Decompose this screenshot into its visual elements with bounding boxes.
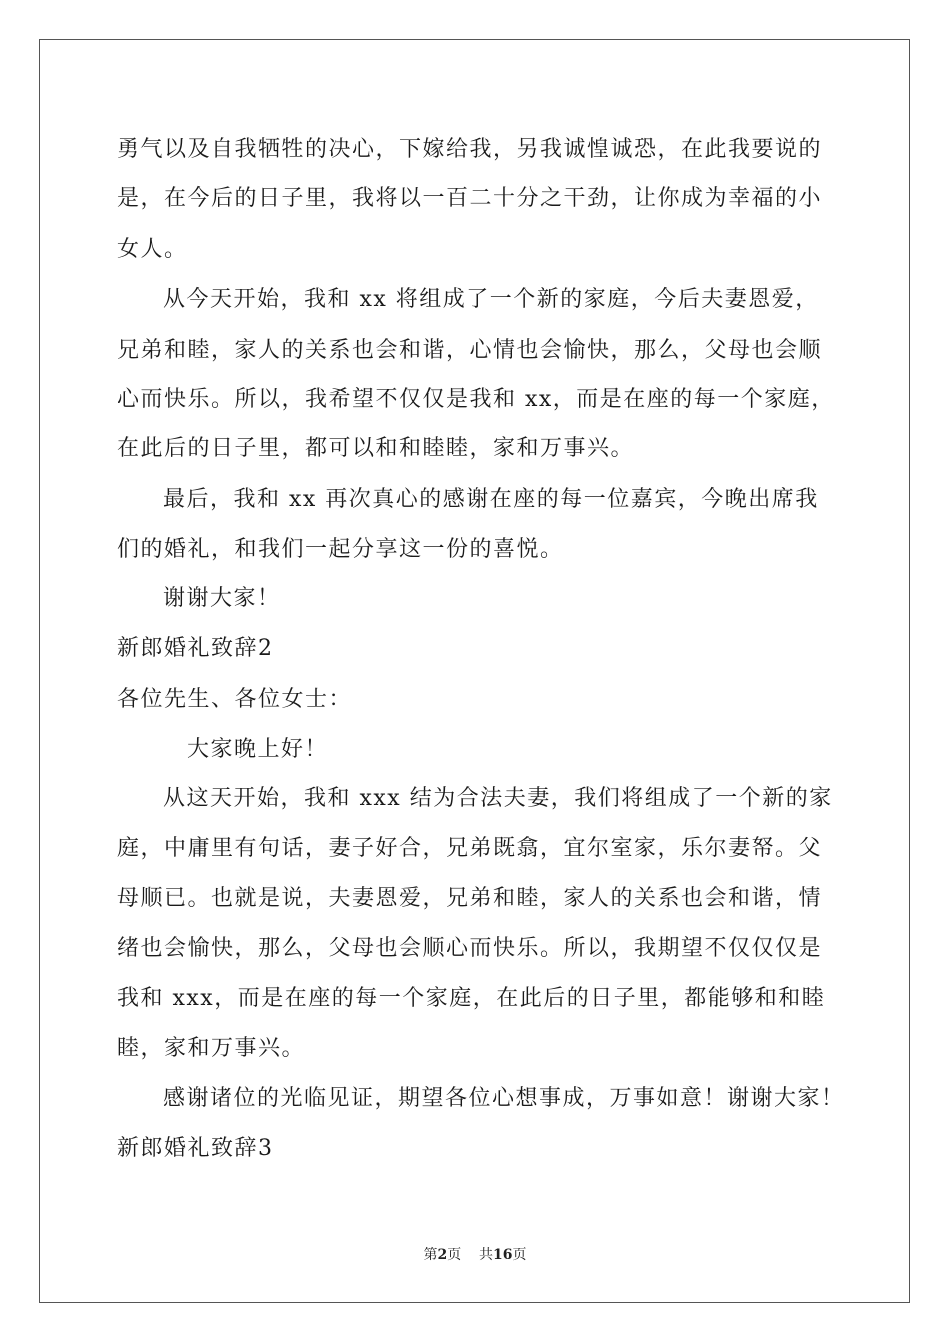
- section-heading: 新郎婚礼致辞2: [117, 636, 274, 661]
- text-line: 是，在今后的日子里，我将以一百二十分之干劲，让你成为幸福的小: [117, 186, 823, 211]
- text-line: 在此后的日子里，都可以和和睦睦，家和万事兴。: [117, 436, 635, 461]
- salutation: 各位先生、各位女士：: [117, 687, 353, 712]
- text-line: 心而快乐。所以，我希望不仅仅是我和 xx，而是在座的每一个家庭，: [117, 387, 835, 412]
- text-line: 从这天开始，我和 xxx 结为合法夫妻，我们将组成了一个新的家: [163, 786, 833, 811]
- text-line: 我和 xxx，而是在座的每一个家庭，在此后的日子里，都能够和和睦: [117, 986, 826, 1011]
- greeting: 大家晚上好！: [187, 737, 329, 762]
- text-line: 庭，中庸里有句话，妻子好合，兄弟既翕，宜尔室家，乐尔妻帑。父: [117, 836, 823, 861]
- total-label-suffix: 页: [512, 1247, 527, 1263]
- text-line: 最后，我和 xx 再次真心的感谢在座的每一位嘉宾，今晚出席我: [163, 487, 819, 512]
- page-footer: [0, 1245, 950, 1265]
- text-line: 勇气以及自我牺牲的决心，下嫁给我，另我诚惶诚恐，在此我要说的: [117, 137, 823, 162]
- text-line: 谢谢大家！: [163, 586, 281, 611]
- text-line: 从今天开始，我和 xx 将组成了一个新的家庭，今后夫妻恩爱，: [163, 287, 819, 312]
- page-number: 2: [437, 1247, 448, 1263]
- text-line: 睦，家和万事兴。: [117, 1036, 306, 1061]
- text-line: 绪也会愉快，那么，父母也会顺心而快乐。所以，我期望不仅仅仅是: [117, 936, 823, 961]
- total-label-prefix: 共: [479, 1247, 494, 1263]
- text-line: 母顺已。也就是说，夫妻恩爱，兄弟和睦，家人的关系也会和谐，情: [117, 886, 823, 911]
- text-line: 感谢诸位的光临见证，期望各位心想事成，万事如意！谢谢大家！: [163, 1086, 845, 1111]
- total-pages: 16: [493, 1247, 513, 1263]
- page-label-prefix: 第: [423, 1247, 438, 1263]
- text-line: 们的婚礼，和我们一起分享这一份的喜悦。: [117, 537, 564, 562]
- text-line: 兄弟和睦，家人的关系也会和谐，心情也会愉快，那么，父母也会顺: [117, 338, 823, 363]
- text-line: 女人。: [117, 237, 188, 262]
- page-label-suffix: 页: [447, 1247, 462, 1263]
- section-heading: 新郎婚礼致辞3: [117, 1136, 274, 1161]
